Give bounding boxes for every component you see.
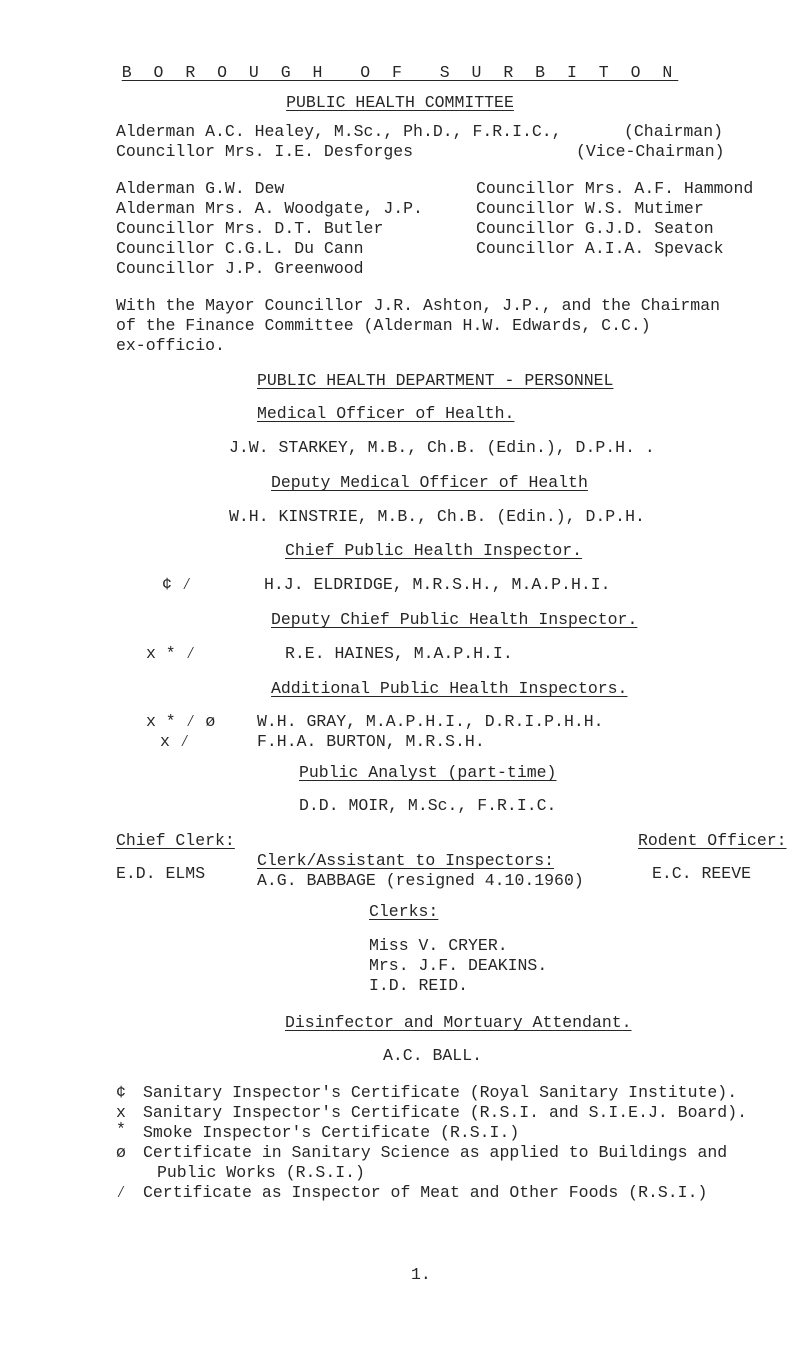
- aphi-title: Additional Public Health Inspectors.: [271, 679, 628, 698]
- clerk-name: Miss V. CRYER.: [369, 936, 508, 955]
- legend-text: Certificate as Inspector of Meat and Other Foods (R.S.I.): [143, 1183, 708, 1202]
- vice-chairman-role: (Vice-Chairman): [576, 142, 725, 161]
- member-left: Councillor C.G.L. Du Cann: [116, 239, 364, 258]
- rodent-officer-name: E.C. REEVE: [652, 864, 752, 883]
- dmoh-title: Deputy Medical Officer of Health: [271, 473, 588, 492]
- rodent-officer-title: Rodent Officer:: [638, 831, 787, 850]
- borough-title: B O R O U G H O F S U R B I T O N: [121, 63, 679, 82]
- committee-title: PUBLIC HEALTH COMMITTEE: [286, 93, 514, 112]
- member-left: Councillor J.P. Greenwood: [116, 259, 364, 278]
- ex-officio-line: With the Mayor Councillor J.R. Ashton, J.P., and the Chairman: [116, 296, 720, 315]
- aphi-marks: x ⁄: [160, 732, 190, 751]
- member-right: Councillor W.S. Mutimer: [476, 199, 704, 218]
- legend-text: Smoke Inspector's Certificate (R.S.I.): [143, 1123, 520, 1142]
- ex-officio-line: ex-officio.: [116, 336, 225, 355]
- analyst-name: D.D. MOIR, M.Sc., F.R.I.C.: [299, 796, 557, 815]
- legend-symbol: ¢: [116, 1083, 126, 1102]
- clerks-title: Clerks:: [369, 902, 439, 921]
- chairman-role: (Chairman): [624, 122, 724, 141]
- member-left: Alderman Mrs. A. Woodgate, J.P.: [116, 199, 423, 218]
- dmoh-name: W.H. KINSTRIE, M.B., Ch.B. (Edin.), D.P.H.: [229, 507, 645, 526]
- moh-name: J.W. STARKEY, M.B., Ch.B. (Edin.), D.P.H. .: [229, 438, 655, 457]
- page-number: 1.: [411, 1265, 431, 1284]
- legend-symbol: *: [116, 1120, 126, 1139]
- chairman-name: Alderman A.C. Healey, M.Sc., Ph.D., F.R.I.C.,: [116, 122, 562, 141]
- ex-officio-line: of the Finance Committee (Alderman H.W. Edwards, C.C.): [116, 316, 651, 335]
- member-right: Councillor Mrs. A.F. Hammond: [476, 179, 754, 198]
- dcphi-marks: x * ⁄: [146, 644, 196, 663]
- analyst-title: Public Analyst (part-time): [299, 763, 557, 782]
- legend-symbol: ø: [116, 1143, 126, 1162]
- chief-clerk-title: Chief Clerk:: [116, 831, 235, 850]
- legend-text: Certificate in Sanitary Science as applied to Buildings and: [143, 1143, 728, 1162]
- vice-chairman-name: Councillor Mrs. I.E. Desforges: [116, 142, 414, 161]
- chief-clerk-name: E.D. ELMS: [116, 864, 206, 883]
- cphi-name: H.J. ELDRIDGE, M.R.S.H., M.A.P.H.I.: [264, 575, 611, 594]
- member-right: Councillor A.I.A. Spevack: [476, 239, 724, 258]
- clerk-name: Mrs. J.F. DEAKINS.: [369, 956, 548, 975]
- aphi-name: F.H.A. BURTON, M.R.S.H.: [257, 732, 485, 751]
- personnel-heading: PUBLIC HEALTH DEPARTMENT - PERSONNEL: [257, 371, 614, 390]
- legend-text: Sanitary Inspector's Certificate (Royal Sanitary Institute).: [143, 1083, 738, 1102]
- aphi-name: W.H. GRAY, M.A.P.H.I., D.R.I.P.H.H.: [257, 712, 604, 731]
- legend-text: Sanitary Inspector's Certificate (R.S.I. and S.I.E.J. Board).: [143, 1103, 747, 1122]
- dcphi-title: Deputy Chief Public Health Inspector.: [271, 610, 638, 629]
- legend-text: Public Works (R.S.I.): [157, 1163, 365, 1182]
- disinfector-name: A.C. BALL.: [383, 1046, 483, 1065]
- cphi-marks: ¢ ⁄: [162, 575, 192, 594]
- member-left: Alderman G.W. Dew: [116, 179, 285, 198]
- dcphi-name: R.E. HAINES, M.A.P.H.I.: [285, 644, 513, 663]
- clerk-assistant-title: Clerk/Assistant to Inspectors:: [257, 851, 555, 870]
- member-right: Councillor G.J.D. Seaton: [476, 219, 714, 238]
- legend-symbol: ⁄: [116, 1183, 126, 1202]
- clerk-name: I.D. REID.: [369, 976, 469, 995]
- clerk-assistant-name: A.G. BABBAGE (resigned 4.10.1960): [257, 871, 584, 890]
- member-left: Councillor Mrs. D.T. Butler: [116, 219, 384, 238]
- disinfector-title: Disinfector and Mortuary Attendant.: [285, 1013, 632, 1032]
- cphi-title: Chief Public Health Inspector.: [285, 541, 583, 560]
- moh-title: Medical Officer of Health.: [257, 404, 515, 423]
- legend-symbol: x: [116, 1103, 126, 1122]
- aphi-marks: x * ⁄ ø: [146, 712, 216, 731]
